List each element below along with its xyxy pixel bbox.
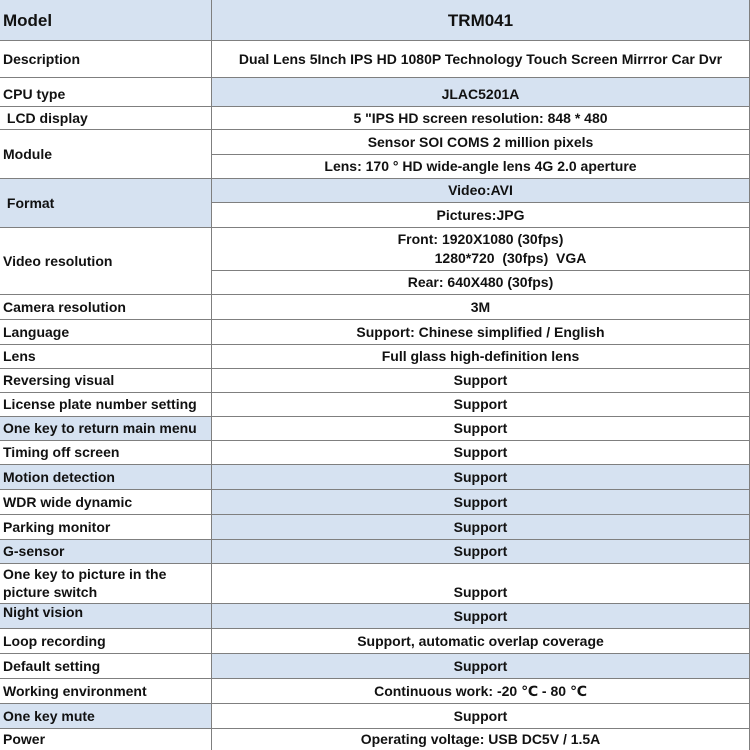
description-value: Dual Lens 5Inch IPS HD 1080P Technology Touch Screen Mirrror Car Dvr	[212, 41, 750, 78]
format-label: Format	[0, 179, 212, 228]
model-value: TRM041	[212, 0, 750, 41]
video-resolution-rear-value: Rear: 640X480 (30fps)	[212, 271, 750, 295]
lens-value: Full glass high-definition lens	[212, 345, 750, 369]
pip-switch-label: One key to picture in the picture switch	[0, 564, 212, 604]
cpu-type-value: JLAC5201A	[212, 78, 750, 107]
loop-recording-value: Support, automatic overlap coverage	[212, 629, 750, 654]
front-resolution-line-2: 1280*720 (30fps) VGA	[434, 250, 587, 266]
wdr-label: WDR wide dynamic	[0, 490, 212, 515]
camera-resolution-value: 3M	[212, 295, 750, 320]
language-value: Support: Chinese simplified / English	[212, 320, 750, 345]
timing-off-screen-label: Timing off screen	[0, 441, 212, 465]
format-video-value: Video:AVI	[212, 179, 750, 203]
night-vision-value: Support	[212, 604, 750, 629]
g-sensor-label: G-sensor	[0, 540, 212, 564]
return-main-menu-value: Support	[212, 417, 750, 441]
parking-monitor-label: Parking monitor	[0, 515, 212, 540]
license-plate-value: Support	[212, 393, 750, 417]
model-label: Model	[0, 0, 212, 41]
motion-detection-value: Support	[212, 465, 750, 490]
wdr-value: Support	[212, 490, 750, 515]
night-vision-label: Night vision	[0, 604, 212, 629]
video-resolution-front-value	[212, 228, 750, 271]
lcd-display-value: 5 "IPS HD screen resolution: 848 * 480	[212, 107, 750, 130]
video-resolution-label: Video resolution	[0, 228, 212, 295]
default-setting-value: Support	[212, 654, 750, 679]
cpu-type-label: CPU type	[0, 78, 212, 107]
motion-detection-label: Motion detection	[0, 465, 212, 490]
default-setting-label: Default setting	[0, 654, 212, 679]
language-label: Language	[0, 320, 212, 345]
g-sensor-value: Support	[212, 540, 750, 564]
format-pictures-value: Pictures:JPG	[212, 203, 750, 228]
power-value: Operating voltage: USB DC5V / 1.5A	[212, 729, 750, 750]
one-key-mute-value: Support	[212, 704, 750, 729]
license-plate-label: License plate number setting	[0, 393, 212, 417]
timing-off-screen-value: Support	[212, 441, 750, 465]
loop-recording-label: Loop recording	[0, 629, 212, 654]
working-environment-value: Continuous work: -20 ℃ - 80 ℃	[212, 679, 750, 704]
module-label: Module	[0, 130, 212, 179]
camera-resolution-label: Camera resolution	[0, 295, 212, 320]
front-resolution-line: Front: 1920X1080 (30fps)	[397, 231, 564, 247]
one-key-mute-label: One key mute	[0, 704, 212, 729]
return-main-menu-label: One key to return main menu	[0, 417, 212, 441]
reversing-visual-label: Reversing visual	[0, 369, 212, 393]
lens-label: Lens	[0, 345, 212, 369]
power-label: Power	[0, 729, 212, 750]
reversing-visual-value: Support	[212, 369, 750, 393]
module-lens-value: Lens: 170 ° HD wide-angle lens 4G 2.0 aperture	[212, 155, 750, 179]
pip-switch-value: Support	[212, 564, 750, 604]
module-sensor-value: Sensor SOI COMS 2 million pixels	[212, 130, 750, 155]
parking-monitor-value: Support	[212, 515, 750, 540]
description-label: Description	[0, 41, 212, 78]
lcd-display-label: LCD display	[0, 107, 212, 130]
working-environment-label: Working environment	[0, 679, 212, 704]
